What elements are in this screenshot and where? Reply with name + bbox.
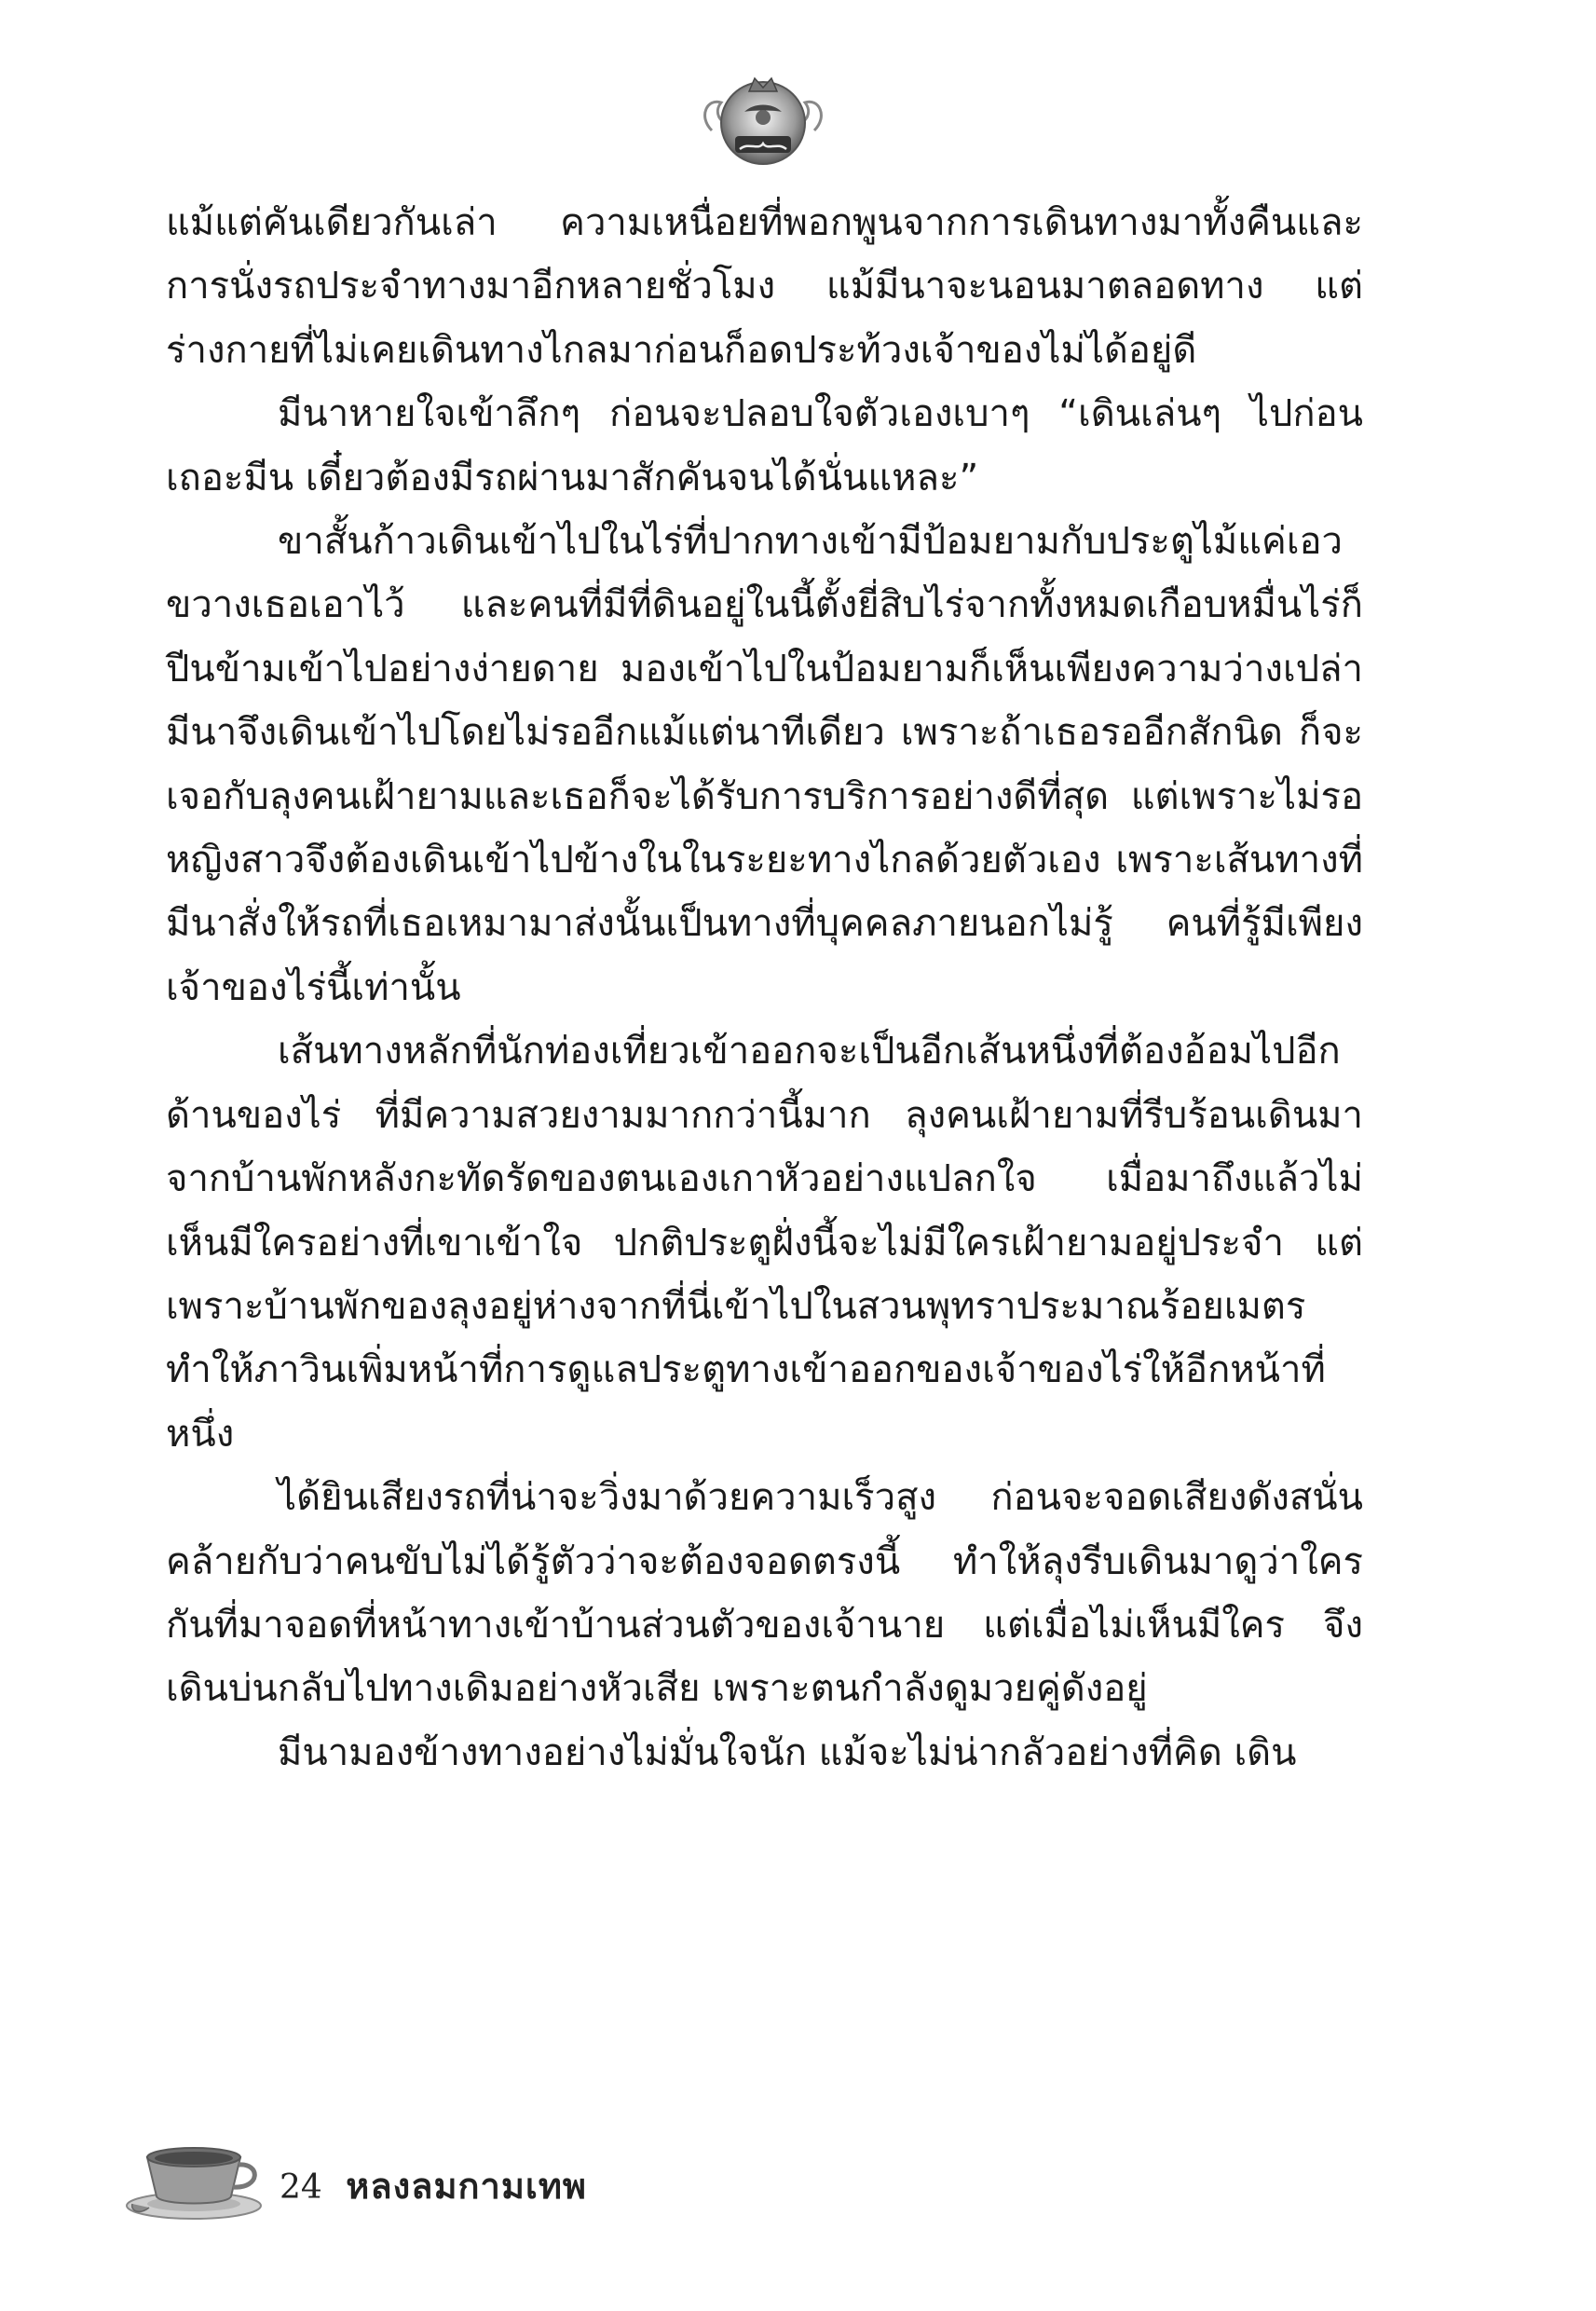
paragraph: ขาสั้นก้าวเดินเข้าไปในไร่ที่ปากทางเข้ามีป้อมยามกับประตูไม้แค่เอวขวางเธอเอาไว้ และคนที่มีที่ดินอยู่ในนี้ตั้งยี่สิบไร่จากทั้งหมดเกือบหมื่นไร่ก็ปีนข้ามเข้าไปอย่างง่ายดาย มองเข้าไปในป้อมยามก็เห็นเพียงความว่างเปล่า มีนาจึงเดินเข้าไปโดยไม่รออีกแม้แต่นาทีเดียว เพราะถ้าเธอรออีกสักนิด ก็จะเจอกับลุงคนเฝ้ายามและเธอก็จะได้รับการบริการอย่างดีที่สุด แต่เพราะไม่รอ หญิงสาวจึงต้องเดินเข้าไปข้างในในระยะทางไกลด้วยตัวเอง เพราะเส้นทางที่มีนาสั่งให้รถที่เธอเหมามาส่งนั้นเป็นทางที่บุคคลภายนอกไม่รู้ คนที่รู้มีเพียงเจ้าของไร่นี้เท่านั้น (166, 520, 1363, 1009)
page-footer (121, 2129, 773, 2222)
page-folio (280, 2157, 587, 2214)
paragraph: มีนามองข้างทางอย่างไม่มั่นใจนัก แม้จะไม่น่ากลัวอย่างที่คิด เดิน (278, 1730, 1297, 1774)
paragraph: เส้นทางหลักที่นักท่องเที่ยวเข้าออกจะเป็นอีกเส้นหนึ่งที่ต้องอ้อมไปอีกด้านของไร่ ที่มีความสวยงามมากกว่านี้มาก ลุงคนเฝ้ายามที่รีบร้อนเดินมาจากบ้านพักหลังกะทัดรัดของตนเองเกาหัวอย่างแปลกใจ เมื่อมาถึงแล้วไม่เห็นมีใครอย่างที่เขาเข้าใจ ปกติประตูฝั่งนี้จะไม่มีใครเฝ้ายามอยู่ประจำ แต่เพราะบ้านพักของลุงอยู่ห่างจากที่นี่เข้าไปในสวนพุทราประมาณร้อยเมตร ทำให้ภาวินเพิ่มหน้าที่การดูแลประตูทางเข้าออกของเจ้าของไร่ให้อีกหน้าที่หนึ่ง (166, 1030, 1363, 1456)
teacup-icon (121, 2129, 270, 2222)
paragraph: ได้ยินเสียงรถที่น่าจะวิ่งมาด้วยความเร็วสูง ก่อนจะจอดเสียงดังสนั่น คล้ายกับว่าคนขับไม่ได้รู้ตัวว่าจะต้องจอดตรงนี้ ทำให้ลุงรีบเดินมาดูว่าใครกันที่มาจอดที่หน้าทางเข้าบ้านส่วนตัวของเจ้านาย แต่เมื่อไม่เห็นมีใคร จึงเดินบ่นกลับไปทางเดิมอย่างหัวเสีย เพราะตนกำลังดูมวยคู่ดังอยู่ (166, 1476, 1363, 1711)
paragraph: มีนาหายใจเข้าลึกๆ ก่อนจะปลอบใจตัวเองเบาๆ “เดินเล่นๆ ไปก่อนเถอะมีน เดี๋ยวต้องมีรถผ่านมาสักคันจนได้นั่นแหละ” (166, 392, 1363, 499)
paragraph: แม้แต่คันเดียวกันเล่า ความเหนื่อยที่พอกพูนจากการเดินทางมาทั้งคืนและการนั่งรถประจำทางมาอีกหลายชั่วโมง แม้มีนาจะนอนมาตลอดทาง แต่ร่างกายที่ไม่เคยเดินทางไกลมาก่อนก็อดประท้วงเจ้าของไม่ได้อยู่ดี (166, 201, 1363, 372)
book-title: หลงลมกามเทพ (346, 2166, 587, 2207)
body-text (166, 191, 1363, 1785)
page-number: 24 (280, 2168, 322, 2207)
publisher-emblem-icon (693, 65, 833, 177)
